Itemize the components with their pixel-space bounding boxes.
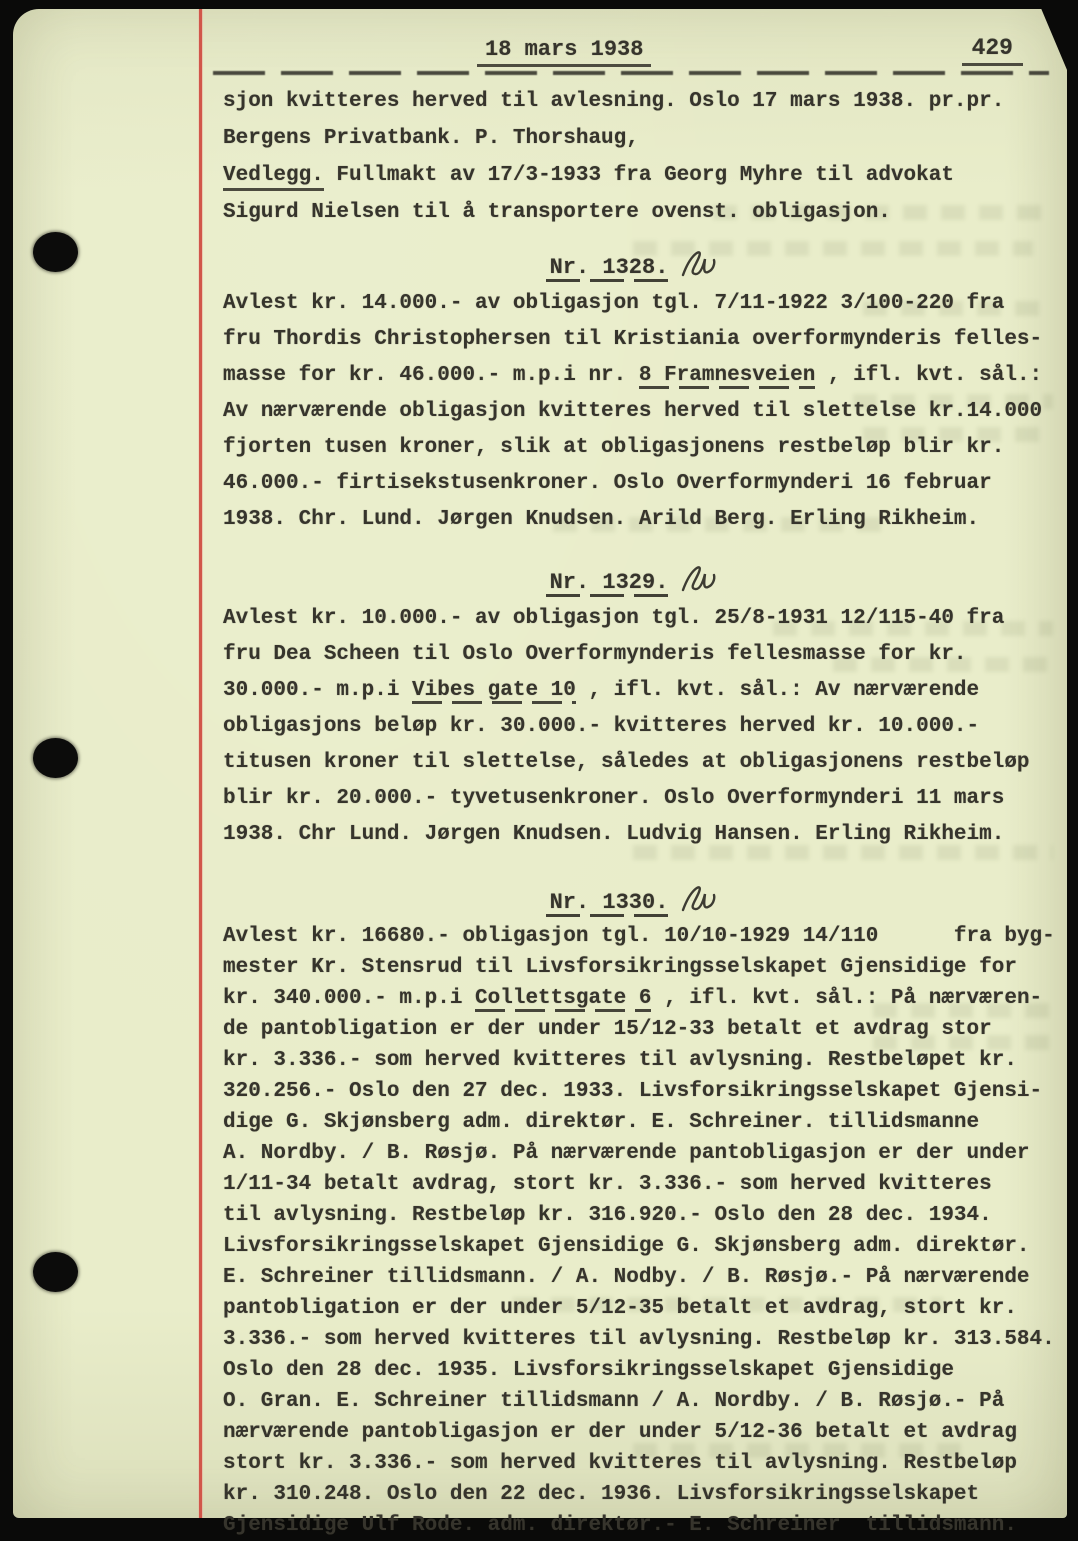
text-line bbox=[223, 1417, 1043, 1448]
text-segment: Av nærværende obligasjon kvitteres herved til slettelse kr.14.000 bbox=[223, 400, 1043, 423]
text-segment: , ifl. kvt. sål.: På nærværen- bbox=[651, 987, 1043, 1010]
text-line bbox=[223, 1107, 1043, 1138]
text-segment: E. Schreiner tillidsmann. / A. Nodby. / B. Røsjø.- På nærværende bbox=[223, 1266, 1030, 1289]
text-line bbox=[223, 1231, 1043, 1262]
text-segment: de pantobligation er der under 15/12-33 betalt et avdrag stor bbox=[223, 1018, 992, 1041]
text-segment: 3.336.- som herved kvitteres til avlysning. Restbeløp kr. 313.584. bbox=[223, 1328, 1055, 1351]
punch-hole bbox=[33, 232, 78, 272]
page-header bbox=[209, 9, 1057, 79]
text-line bbox=[223, 781, 1043, 817]
page-content bbox=[209, 9, 1057, 1537]
underlined-text: 8 Framnesveien bbox=[638, 364, 816, 387]
underlined-text: Vedlegg. bbox=[223, 164, 324, 191]
text-segment: Sigurd Nielsen til å transportere ovenst. obligasjon. bbox=[223, 201, 891, 224]
entry-section bbox=[223, 245, 1043, 538]
text-line bbox=[223, 394, 1043, 430]
text-segment: , ifl. kvt. sål.: Av nærværende bbox=[575, 679, 980, 702]
text-line bbox=[223, 1510, 1043, 1541]
entry-number: Nr. 1330. bbox=[546, 890, 673, 917]
text-segment: kr. 340.000.- m.p.i bbox=[223, 987, 476, 1010]
entry-number: Nr. 1329. bbox=[546, 570, 673, 597]
text-segment: til avlysning. Restbeløp kr. 316.920.- Oslo den 28 dec. 1934. bbox=[223, 1204, 992, 1227]
text-segment: A. Nordby. / B. Røsjø. På nærværende pantobligasjon er der under bbox=[223, 1142, 1030, 1165]
text-line bbox=[223, 1138, 1043, 1169]
text-segment: 30.000.- m.p.i bbox=[223, 679, 413, 702]
text-segment: , ifl. kvt. sål.: bbox=[815, 364, 1043, 387]
text-line bbox=[223, 1479, 1043, 1510]
text-line bbox=[223, 921, 1055, 952]
entry-section bbox=[223, 560, 1043, 853]
text-line bbox=[223, 745, 1043, 781]
text-line bbox=[223, 709, 1043, 745]
text-segment: stort kr. 3.336.- som herved kvitteres til avlysning. Restbeløp bbox=[223, 1452, 1017, 1475]
text-segment: Bergens Privatbank. P. Thorshaug, bbox=[223, 127, 639, 150]
entry-heading bbox=[223, 245, 1043, 286]
text-segment: titusen kroner til slettelse, således at obligasjonens restbeløp bbox=[223, 751, 1030, 774]
text-segment: obligasjons beløp kr. 30.000.- kvitteres herved kr. 10.000.- bbox=[223, 715, 980, 738]
text-segment: kr. 3.336.- som herved kvitteres til avlysning. Restbeløpet kr. bbox=[223, 1049, 1017, 1072]
handwritten-flourish-icon bbox=[678, 245, 720, 283]
text-segment: pantobligation er der under 5/12-35 betalt et avdrag, stort kr. bbox=[223, 1297, 1017, 1320]
text-segment: 320.256.- Oslo den 27 dec. 1933. Livsforsikringsselskapet Gjensi- bbox=[223, 1080, 1043, 1103]
text-line bbox=[223, 83, 1043, 120]
underlined-text: Vibes gate 10 bbox=[412, 679, 576, 702]
text-segment: Fullmakt av 17/3-1933 fra Georg Myhre til advokat bbox=[323, 164, 954, 187]
text-segment: sjon kvitteres herved til avlesning. Oslo 17 mars 1938. pr.pr. bbox=[223, 90, 1005, 113]
entry-section bbox=[223, 83, 1043, 231]
entry-heading bbox=[223, 880, 1043, 921]
text-segment: O. Gran. E. Schreiner tillidsmann / A. Nordby. / B. Røsjø.- På bbox=[223, 1390, 1005, 1413]
text-line bbox=[223, 1076, 1043, 1107]
text-segment: nærværende pantobligasjon er der under 5/12-36 betalt et avdrag bbox=[223, 1421, 1017, 1444]
text-segment: masse for kr. 46.000.- m.p.i nr. bbox=[223, 364, 639, 387]
text-line bbox=[223, 120, 1043, 157]
margin-rule-line bbox=[199, 9, 202, 1518]
text-segment: fjorten tusen kroner, slik at obligasjonens restbeløp blir kr. bbox=[223, 436, 1005, 459]
text-line bbox=[223, 1355, 1043, 1386]
handwritten-flourish-icon bbox=[678, 880, 720, 918]
entry-heading bbox=[223, 560, 1043, 601]
text-line bbox=[223, 1293, 1043, 1324]
text-line bbox=[223, 1014, 1043, 1045]
punch-hole bbox=[33, 1252, 78, 1292]
text-segment: dige G. Skjønsberg adm. direktør. E. Schreiner. tillidsmanne bbox=[223, 1111, 980, 1134]
text-segment: 1938. Chr Lund. Jørgen Knudsen. Ludvig Hansen. Erling Rikheim. bbox=[223, 823, 1005, 846]
text-segment: Avlest kr. 10.000.- av obligasjon tgl. 25/8-1931 12/115-40 fra bbox=[223, 607, 1005, 630]
text-line bbox=[223, 286, 1043, 322]
text-line bbox=[223, 194, 1043, 231]
text-line bbox=[223, 430, 1043, 466]
header-dashed-rule bbox=[213, 71, 1049, 75]
text-line bbox=[223, 1200, 1043, 1231]
handwritten-flourish-icon bbox=[678, 560, 720, 598]
text-line bbox=[223, 502, 1043, 538]
underlined-text: Collettsgate 6 bbox=[475, 987, 652, 1010]
document-body bbox=[223, 83, 1055, 1541]
header-date: 18 mars 1938 bbox=[477, 37, 651, 67]
text-segment: Avlest kr. 16680.- obligasjon tgl. 10/10-1929 14/110 fra byg- bbox=[223, 925, 1055, 948]
text-line bbox=[223, 358, 1043, 394]
text-segment: kr. 310.248. Oslo den 22 dec. 1936. Livsforsikringsselskapet bbox=[223, 1483, 980, 1506]
text-segment: Gjensidige Ulf Rode. adm. direktør.- E. Schreiner tillidsmann. bbox=[223, 1514, 1017, 1537]
text-segment: Livsforsikringsselskapet Gjensidige G. Skjønsberg adm. direktør. bbox=[223, 1235, 1030, 1258]
paper-sheet bbox=[13, 9, 1067, 1537]
text-line bbox=[223, 601, 1043, 637]
text-line bbox=[223, 1324, 1055, 1355]
text-segment: fru Thordis Christophersen til Kristiania overformynderis felles- bbox=[223, 328, 1043, 351]
text-line bbox=[223, 1169, 1043, 1200]
text-segment: mester Kr. Stensrud til Livsforsikringsselskapet Gjensidige for bbox=[223, 956, 1017, 979]
page-number: 429 bbox=[962, 35, 1023, 66]
text-line bbox=[223, 1448, 1043, 1479]
entry-number: Nr. 1328. bbox=[546, 255, 673, 282]
text-line bbox=[223, 1262, 1043, 1293]
text-line bbox=[223, 322, 1043, 358]
text-segment: Avlest kr. 14.000.- av obligasjon tgl. 7/11-1922 3/100-220 fra bbox=[223, 292, 1005, 315]
text-segment: 1/11-34 betalt avdrag, stort kr. 3.336.- som herved kvitteres bbox=[223, 1173, 992, 1196]
text-line bbox=[223, 157, 1043, 194]
text-line bbox=[223, 952, 1043, 983]
punch-hole bbox=[33, 738, 78, 778]
text-line bbox=[223, 673, 1043, 709]
text-segment: blir kr. 20.000.- tyvetusenkroner. Oslo Overformynderi 11 mars bbox=[223, 787, 1005, 810]
text-segment: Oslo den 28 dec. 1935. Livsforsikringsselskapet Gjensidige bbox=[223, 1359, 954, 1382]
text-line bbox=[223, 1045, 1043, 1076]
text-line bbox=[223, 637, 1043, 673]
text-segment: 1938. Chr. Lund. Jørgen Knudsen. Arild Berg. Erling Rikheim. bbox=[223, 508, 980, 531]
text-line bbox=[223, 1386, 1043, 1417]
text-line bbox=[223, 983, 1043, 1014]
text-line bbox=[223, 466, 1043, 502]
text-segment: 46.000.- firtisekstusenkroner. Oslo Overformynderi 16 februar bbox=[223, 472, 992, 495]
entry-section bbox=[223, 880, 1055, 1541]
text-line bbox=[223, 817, 1043, 853]
text-segment: fru Dea Scheen til Oslo Overformynderis fellesmasse for kr. bbox=[223, 643, 967, 666]
